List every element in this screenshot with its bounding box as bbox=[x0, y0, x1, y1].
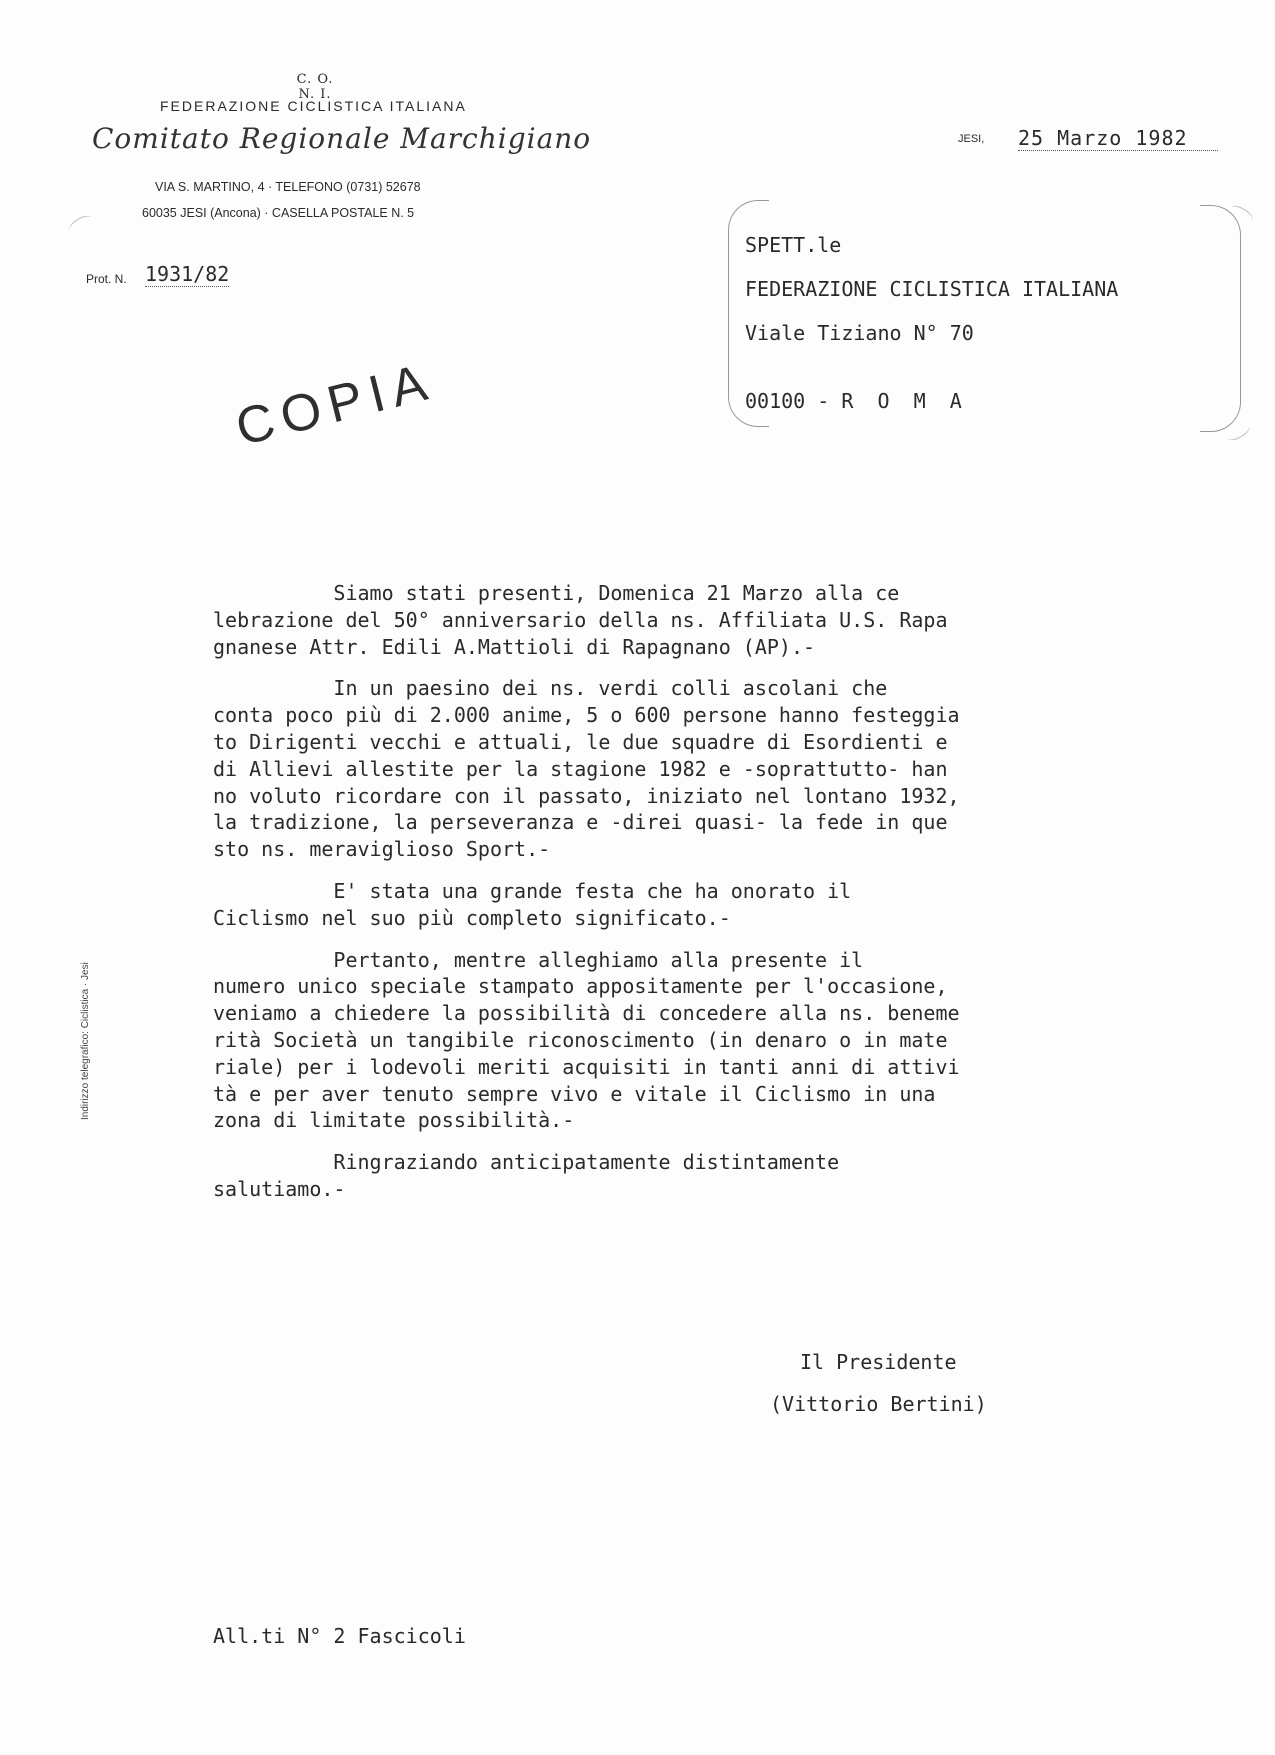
body-line: sto ns. meraviglioso Sport.- bbox=[213, 837, 551, 862]
body-line: lebrazione del 50° anniversario della ns. Affiliata U.S. Rapa bbox=[213, 607, 948, 632]
body-line: riale) per i lodevoli meriti acquisiti in tanti anni di attivi bbox=[213, 1054, 960, 1079]
body-line: no voluto ricordare con il passato, iniziato nel lontano 1932, bbox=[213, 783, 960, 808]
letterhead-address-line1: VIA S. MARTINO, 4 · TELEFONO (0731) 52678 bbox=[155, 180, 421, 194]
body-line: rità Società un tangibile riconoscimento (in denaro o in mate bbox=[213, 1027, 948, 1052]
copia-stamp: COPIA bbox=[230, 352, 441, 458]
punch-hole-mark bbox=[66, 212, 95, 236]
letterhead-address-line2: 60035 JESI (Ancona) · CASELLA POSTALE N. 5 bbox=[142, 206, 415, 220]
recipient-line: Viale Tiziano N° 70 bbox=[745, 321, 974, 345]
letterhead-federation: FEDERAZIONE CICLISTICA ITALIANA bbox=[160, 98, 467, 114]
signature-title: Il Presidente bbox=[800, 1350, 957, 1374]
recipient-line: FEDERAZIONE CICLISTICA ITALIANA bbox=[745, 277, 1119, 301]
body-paragraph bbox=[213, 947, 1163, 1135]
body-line: Ringraziando anticipatamente distintamente bbox=[213, 1150, 840, 1175]
body-line: tà e per aver tenuto sempre vivo e vitale il Ciclismo in una bbox=[213, 1081, 936, 1106]
letterhead-committee: Comitato Regionale Marchigiano bbox=[92, 122, 592, 155]
protocol-number: 1931/82 bbox=[145, 262, 230, 286]
recipient-address bbox=[745, 223, 1118, 423]
body-line: salutiamo.- bbox=[213, 1176, 346, 1201]
body-line: In un paesino dei ns. verdi colli ascolani che bbox=[213, 676, 888, 701]
recipient-line: SPETT.le bbox=[745, 233, 842, 257]
body-paragraph bbox=[213, 675, 1163, 863]
body-line: Siamo stati presenti, Domenica 21 Marzo alla ce bbox=[213, 581, 900, 605]
body-line: veniamo a chiedere la possibilità di concedere alla ns. beneme bbox=[213, 1001, 960, 1026]
letterhead-coni: C. O. N. I. bbox=[296, 72, 334, 102]
date-city: JESI, bbox=[958, 133, 985, 145]
body-line: numero unico speciale stampato appositamente per l'occasione, bbox=[213, 974, 948, 999]
body-line: to Dirigenti vecchi e attuali, le due squadre di Esordienti e bbox=[213, 729, 948, 754]
body-paragraph bbox=[213, 878, 1163, 932]
body-line: di Allievi allestite per la stagione 1982 e -soprattutto- han bbox=[213, 756, 948, 781]
body-line: Ciclismo nel suo più completo significato.- bbox=[213, 905, 731, 930]
protocol-label: Prot. N. bbox=[86, 272, 127, 286]
body-line: conta poco più di 2.000 anime, 5 o 600 persone hanno festeggia bbox=[213, 703, 960, 728]
body-line: la tradizione, la perseveranza e -direi quasi- la fede in que bbox=[213, 810, 948, 835]
body-line: zona di limitate possibilità.- bbox=[213, 1108, 575, 1133]
telegraph-address: Indirizzo telegrafico: Ciclistica · Jesi bbox=[80, 962, 91, 1120]
body-line: gnanese Attr. Edili A.Mattioli di Rapagnano (AP).- bbox=[213, 634, 816, 659]
letter-body bbox=[213, 580, 1163, 1218]
body-line: E' stata una grande festa che ha onorato il bbox=[213, 878, 852, 903]
signature-name: (Vittorio Bertini) bbox=[770, 1392, 987, 1416]
date-value: 25 Marzo 1982 bbox=[1018, 126, 1218, 151]
body-paragraph bbox=[213, 1149, 1163, 1203]
attachments-note: All.ti N° 2 Fascicoli bbox=[213, 1624, 466, 1648]
body-paragraph bbox=[213, 580, 1163, 660]
address-bracket-right bbox=[1200, 205, 1241, 432]
recipient-line: 00100 - R O M A bbox=[745, 389, 962, 413]
body-line: Pertanto, mentre alleghiamo alla presente il bbox=[213, 947, 864, 972]
